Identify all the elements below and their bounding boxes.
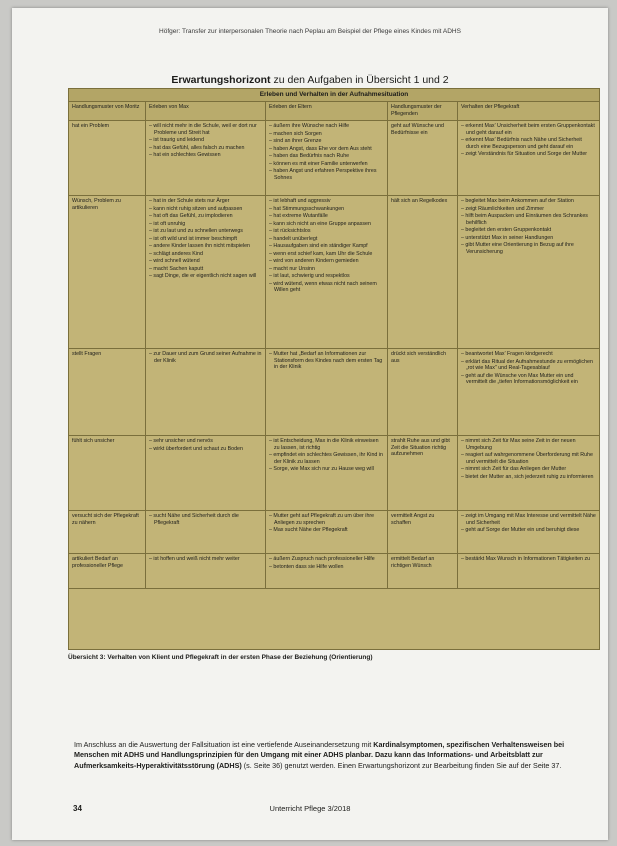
column-header: Erleben der Eltern	[266, 102, 388, 121]
list-item: – nimmt sich Zeit für das Anliegen der Mutter	[461, 466, 596, 473]
body-paragraph	[74, 740, 594, 771]
list-item: – machen sich Sorgen	[269, 131, 384, 138]
list-item: – begleitet Max beim Ankommen auf der Station	[461, 198, 596, 205]
table-cell-max	[146, 349, 266, 436]
list-item: – haben Angst, dass Ehe vor dem Aus steht	[269, 146, 384, 153]
column-header: Verhalten der Pflegekraft	[458, 102, 599, 121]
page-number: 34	[73, 804, 82, 813]
table-header-row	[69, 102, 599, 121]
list-item: – begleitet den ersten Gruppenkontakt	[461, 227, 596, 234]
cell-list	[149, 123, 262, 159]
list-item: – haben das Bedürfnis nach Ruhe	[269, 153, 384, 160]
table-cell-nurse-pattern: geht auf Wünsche und Bedürfnisse ein	[388, 121, 458, 196]
table-body	[69, 121, 599, 589]
cell-list	[269, 351, 384, 371]
list-item: – sehr unsicher und nervös	[149, 438, 262, 445]
table-cell-nurse-pattern: hält sich an Regelkodex	[388, 196, 458, 349]
list-item: – reagiert auf wahrgenommene Überforderung mit Ruhe und vermittelt die Situation	[461, 452, 596, 465]
cell-list	[149, 198, 262, 280]
table-cell-nurse	[458, 436, 599, 511]
cell-list	[461, 123, 596, 158]
list-item: – Sorge, wie Max sich nur zu Hause weg will	[269, 466, 384, 473]
column-header: Handlungsmuster von Moritz	[69, 102, 146, 121]
list-item: – zeigt Räumlichkeiten und Zimmer	[461, 206, 596, 213]
table-cell-pattern: stellt Fragen	[69, 349, 146, 436]
list-item: – wenn erst schief kam, kam Uhr die Schule	[269, 251, 384, 258]
table-cell-parents	[266, 121, 388, 196]
table-cell-nurse	[458, 554, 599, 589]
table-cell-parents	[266, 349, 388, 436]
list-item: – erkennt Max' Bedürfnis nach Nähe und Sicherheit durch eine Bezugsperson und geht darauf ein	[461, 137, 596, 150]
table-cell-max	[146, 196, 266, 349]
table-cell-max	[146, 436, 266, 511]
list-item: – ist Entscheidung, Max in die Klinik einweisen zu lassen, ist richtig	[269, 438, 384, 451]
list-item: – geht auf die Wünsche von Max Mutter ein und vermittelt die „tiefen Informationsmöglichkeit ein	[461, 373, 596, 386]
table-cell-parents	[266, 554, 388, 589]
table-cell-pattern: versucht sich der Pflegekraft zu nähern	[69, 511, 146, 554]
list-item: – schlägt anderes Kind	[149, 251, 262, 258]
list-item: – betonten dass sie Hilfe wollen	[269, 564, 384, 571]
table-cell-nurse-pattern: drückt sich verständlich aus	[388, 349, 458, 436]
list-item: – unterstützt Max in seiner Handlungen	[461, 235, 596, 242]
list-item: – macht nur Unsinn	[269, 266, 384, 273]
list-item: – gibt Mutter eine Orientierung in Bezug auf ihre Verunsicherung	[461, 242, 596, 255]
body-text-bold: Kardinalsymptomen, spezifischen Verhaltensweisen bei Menschen mit ADHS und Handlungsprinzipien für den Umgang mit einer ADHS planbar. Dazu kann das Informations- und Arbeitsblatt zur Aufmerksamkeits-Hyperaktivitätsstörung (ADHS)	[74, 740, 565, 770]
list-item: – ist traurig und leidend	[149, 137, 262, 144]
list-item: – wird wütend, wenn etwas nicht nach seinem Willen geht	[269, 281, 384, 294]
list-item: – zeigt im Umgang mit Max Interesse und vermittelt Nähe und Sicherheit	[461, 513, 596, 526]
table-cell-pattern: hat ein Problem	[69, 121, 146, 196]
table-cell-pattern: fühlt sich unsicher	[69, 436, 146, 511]
list-item: – nimmt sich Zeit für Max seine Zeit in der neuen Umgebung	[461, 438, 596, 451]
list-item: – ist oft unruhig	[149, 221, 262, 228]
expectation-table	[68, 88, 600, 650]
table-cell-parents	[266, 196, 388, 349]
cell-list	[149, 351, 262, 364]
list-item: – hat das Gefühl, alles falsch zu machen	[149, 145, 262, 152]
cell-list	[149, 556, 262, 563]
table-cell-pattern: Wünsch, Problem zu artikulieren	[69, 196, 146, 349]
body-text-part1: Im Anschluss an die Auswertung der Fallsituation ist eine vertiefende Auseinandersetzung mit	[74, 740, 374, 749]
body-text-part2: (s. Seite 36) genutzt werden. Einen Erwartungshorizont zur Bearbeitung finden Sie auf der Seite 37.	[241, 760, 562, 770]
table-cell-max	[146, 511, 266, 554]
cell-list	[461, 513, 596, 534]
cell-list	[269, 438, 384, 473]
list-item: – können es mit einer Familie unterwerfen	[269, 161, 384, 168]
list-item: – äußern ihre Wünsche nach Hilfe	[269, 123, 384, 130]
list-item: – sagt Dinge, die er eigentlich nicht sagen will	[149, 273, 262, 280]
list-item: – andere Kinder lassen ihn nicht mitspielen	[149, 243, 262, 250]
running-header: Höfger: Transfer zur interpersonalen Theorie nach Peplau am Beispiel der Pflege eines Kindes mit ADHS	[159, 28, 461, 35]
cell-list	[149, 513, 262, 526]
list-item: – empfindet ein schlechtes Gewissen, ihr Kind in der Klinik zu lassen	[269, 452, 384, 465]
table-cell-nurse-pattern: strahlt Ruhe aus und gibt Zeit die Situation richtig aufzunehmen	[388, 436, 458, 511]
list-item: – beantwortet Max' Fragen kindgerecht	[461, 351, 596, 358]
cell-list	[269, 123, 384, 181]
column-header: Handlungsmuster der Pflegenden	[388, 102, 458, 121]
list-item: – hat Stimmungsschwankungen	[269, 206, 384, 213]
list-item: – ist hoffen und weiß nicht mehr weiter	[149, 556, 262, 563]
list-item: – äußern Zuspruch nach professioneller Hilfe	[269, 556, 384, 563]
cell-list	[461, 438, 596, 480]
table-cell-nurse	[458, 349, 599, 436]
list-item: – kann nicht ruhig sitzen und aufpassen	[149, 206, 262, 213]
list-item: – hat oft das Gefühl, zu implodieren	[149, 213, 262, 220]
list-item: – kann sich nicht an eine Gruppe anpassen	[269, 221, 384, 228]
list-item: – ist oft wild und ist immer beschimpft	[149, 236, 262, 243]
list-item: – macht Sachen kaputt	[149, 266, 262, 273]
list-item: – ist zu laut und zu schnellen unterwegs	[149, 228, 262, 235]
cell-list	[461, 351, 596, 386]
list-item: – ist lebhaft und aggressiv	[269, 198, 384, 205]
list-item: – handelt unüberlegt	[269, 236, 384, 243]
list-item: – zeigt Verständnis für Situation und Sorge der Mutter	[461, 151, 596, 158]
list-item: – wirkt überfordert und schaut zu Boden	[149, 446, 262, 453]
table-cell-max	[146, 121, 266, 196]
table-cell-parents	[266, 511, 388, 554]
page-title	[12, 74, 608, 86]
table-cell-nurse-pattern: vermittelt Angst zu schaffen	[388, 511, 458, 554]
cell-list	[461, 198, 596, 255]
list-item: – haben Angst und erfahren Perspektive ihres Sohnes	[269, 168, 384, 181]
list-item: – bietet der Mutter an, sich jederzeit ruhig zu informieren	[461, 474, 596, 481]
list-item: – wird schnell wütend	[149, 258, 262, 265]
list-item: – Mutter hat „Bedarf an Informationen zur Stationsform des Kindes nach dem ersten Tag in der Klinik	[269, 351, 384, 371]
list-item: – erkennt Max' Unsicherheit beim ersten Gruppenkontakt und geht darauf ein	[461, 123, 596, 136]
list-item: – geht auf Sorge der Mutter ein und beruhigt diese	[461, 527, 596, 534]
journal-footer: Unterricht Pflege 3/2018	[269, 804, 351, 813]
table-cell-max	[146, 554, 266, 589]
table-caption: Übersicht 3: Verhalten von Klient und Pflegekraft in der ersten Phase der Beziehung (Orientierung)	[68, 654, 373, 661]
list-item: – sucht Nähe und Sicherheit durch die Pflegekraft	[149, 513, 262, 526]
table-cell-nurse	[458, 196, 599, 349]
table-cell-parents	[266, 436, 388, 511]
list-item: – hilft beim Auspacken und Einräumen des Schrankes behilflich	[461, 213, 596, 226]
cell-list	[149, 438, 262, 452]
cell-list	[269, 513, 384, 534]
cell-list	[269, 198, 384, 294]
list-item: – Mutter geht auf Pflegekraft zu um über ihre Anliegen zu sprechen	[269, 513, 384, 526]
list-item: – wird von anderen Kindern gemieden	[269, 258, 384, 265]
table-cell-pattern: artikuliert Bedarf an professioneller Pflege	[69, 554, 146, 589]
table-title: Erleben und Verhalten in der Aufnahmesituation	[69, 89, 599, 102]
list-item: – bestärkt Max Wunsch in Informationen Tätigkeiten zu	[461, 556, 596, 563]
page-title-bold: Erwartungshorizont	[171, 74, 271, 86]
list-item: – hat extreme Wutanfälle	[269, 213, 384, 220]
page-title-rest: zu den Aufgaben in Übersicht 1 und 2	[270, 74, 449, 86]
list-item: – will nicht mehr in die Schule, weil er dort nur Probleme und Streit hat	[149, 123, 262, 136]
list-item: – sind an ihrer Grenze	[269, 138, 384, 145]
cell-list	[269, 556, 384, 570]
list-item: – ist rücksichtslos	[269, 228, 384, 235]
list-item: – Max sucht Nähe der Pflegekraft	[269, 527, 384, 534]
column-header: Erleben von Max	[146, 102, 266, 121]
table-cell-nurse	[458, 511, 599, 554]
cell-list	[461, 556, 596, 563]
list-item: – ist laut, schwierig und respektlos	[269, 273, 384, 280]
list-item: – Hausaufgaben sind ein ständiger Kampf	[269, 243, 384, 250]
list-item: – zur Dauer und zum Grund seiner Aufnahme in der Klinik	[149, 351, 262, 364]
document-page	[12, 8, 608, 840]
list-item: – erklärt das Ritual der Aufnahmestunde zu ermöglichen „rot wie Max" und Real-Tagesablauf	[461, 359, 596, 372]
table-cell-nurse-pattern: ermittelt Bedarf an richtigen Wünsch	[388, 554, 458, 589]
table-cell-nurse	[458, 121, 599, 196]
list-item: – hat in der Schule stets nur Ärger	[149, 198, 262, 205]
list-item: – hat ein schlechtes Gewissen	[149, 152, 262, 159]
